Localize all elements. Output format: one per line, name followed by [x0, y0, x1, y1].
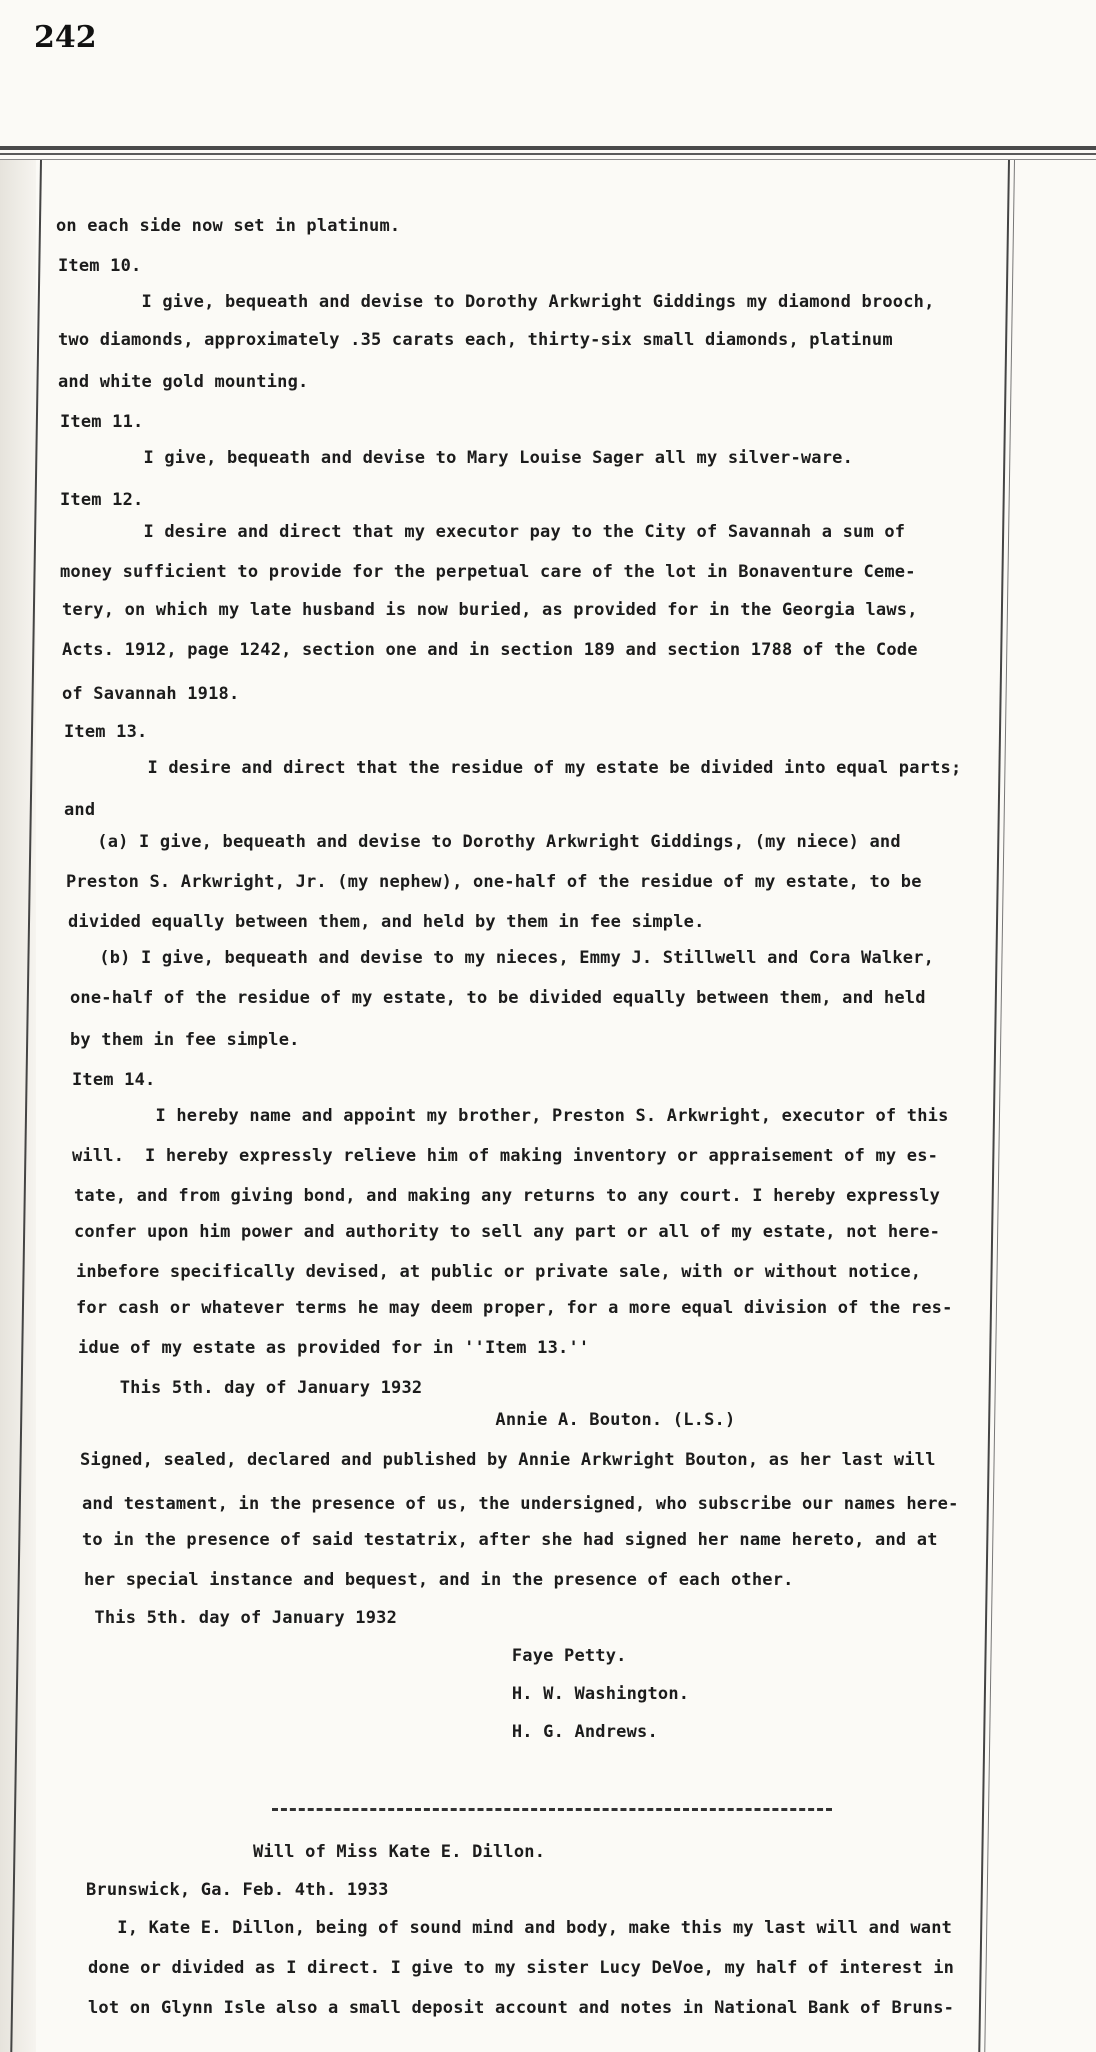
header-rule-tertiary: [0, 159, 1096, 160]
text-line: to in the presence of said testatrix, after she had signed her name hereto, and at: [82, 1530, 938, 1550]
date-line: This 5th. day of January 1932: [78, 1378, 423, 1398]
header-rule-secondary: [0, 153, 1096, 155]
text-line: and: [64, 800, 96, 820]
section-title: Will of Miss Kate E. Dillon.: [86, 1842, 546, 1862]
text-line: I desire and direct that the residue of my estate be divided into equal parts;: [64, 758, 962, 778]
text-line: Brunswick, Ga. Feb. 4th. 1933: [86, 1880, 389, 1900]
text-line: confer upon him power and authority to sell any part or all of my estate, not here-: [74, 1222, 941, 1242]
text-line: Signed, sealed, declared and published by Annie Arkwright Bouton, as her last will: [80, 1450, 936, 1470]
text-line: two diamonds, approximately .35 carats each, thirty-six small diamonds, platinum: [58, 330, 893, 350]
text-line: I, Kate E. Dillon, being of sound mind and body, make this my last will and want: [86, 1918, 953, 1938]
text-line: divided equally between them, and held by them in fee simple.: [68, 912, 705, 932]
text-line: on each side now set in platinum.: [56, 216, 401, 236]
text-line: (b) I give, bequeath and devise to my nieces, Emmy J. Stillwell and Cora Walker,: [68, 948, 935, 968]
text-line: of Savannah 1918.: [62, 684, 240, 704]
witness-line: H. G. Andrews.: [84, 1722, 658, 1742]
signature-line: Annie A. Bouton. (L.S.): [78, 1410, 736, 1430]
text-line: lot on Glynn Isle also a small deposit account and notes in National Bank of Bruns-: [88, 1998, 955, 2018]
text-line: and testament, in the presence of us, the undersigned, who subscribe our names here-: [82, 1494, 959, 1514]
right-margin-rule-secondary: [984, 160, 1015, 2052]
text-line: for cash or whatever terms he may deem proper, for a more equal division of the res-: [76, 1298, 953, 1318]
text-line: her special instance and bequest, and in the presence of each other.: [84, 1570, 794, 1590]
page-number: 242: [34, 20, 97, 55]
text-line: idue of my estate as provided for in ''Item 13.'': [78, 1338, 590, 1358]
page-edge-shading: [0, 160, 36, 2052]
text-line: one-half of the residue of my estate, to be divided equally between them, and held: [70, 988, 926, 1008]
text-line: money sufficient to provide for the perpetual care of the lot in Bonaventure Ceme-: [60, 562, 916, 582]
item-heading: Item 14.: [72, 1070, 156, 1090]
text-line: done or divided as I direct. I give to my sister Lucy DeVoe, my half of interest in: [88, 1958, 955, 1978]
text-line: I desire and direct that my executor pay to the City of Savannah a sum of: [60, 522, 906, 542]
text-line: inbefore specifically devised, at public or private sale, with or without notice,: [76, 1262, 922, 1282]
date-line: This 5th. day of January 1932: [84, 1608, 398, 1628]
item-heading: Item 13.: [64, 722, 148, 742]
text-line: Preston S. Arkwright, Jr. (my nephew), one-half of the residue of my estate, to be: [66, 872, 922, 892]
section-divider: [272, 1808, 832, 1811]
text-line: (a) I give, bequeath and devise to Dorothy Arkwright Giddings, (my niece) and: [66, 832, 901, 852]
witness-line: H. W. Washington.: [84, 1684, 690, 1704]
item-heading: Item 12.: [60, 490, 144, 510]
text-line: will. I hereby expressly relieve him of making inventory or appraisement of my es-: [72, 1146, 939, 1166]
item-heading: Item 10.: [58, 256, 142, 276]
text-line: I give, bequeath and devise to Mary Louise Sager all my silver-ware.: [60, 448, 854, 468]
text-line: I give, bequeath and devise to Dorothy Arkwright Giddings my diamond brooch,: [58, 292, 935, 312]
text-line: by them in fee simple.: [70, 1030, 300, 1050]
header-rule: [0, 146, 1096, 150]
text-line: Acts. 1912, page 1242, section one and in section 189 and section 1788 of the Code: [62, 640, 918, 660]
item-heading: Item 11.: [60, 412, 144, 432]
text-line: tate, and from giving bond, and making any returns to any court. I hereby expressly: [74, 1186, 941, 1206]
right-margin-rule: [978, 160, 1010, 2052]
text-line: and white gold mounting.: [58, 372, 309, 392]
witness-line: Faye Petty.: [84, 1646, 627, 1666]
text-line: tery, on which my late husband is now buried, as provided for in the Georgia laws,: [62, 600, 918, 620]
text-line: I hereby name and appoint my brother, Preston S. Arkwright, executor of this: [72, 1106, 949, 1126]
